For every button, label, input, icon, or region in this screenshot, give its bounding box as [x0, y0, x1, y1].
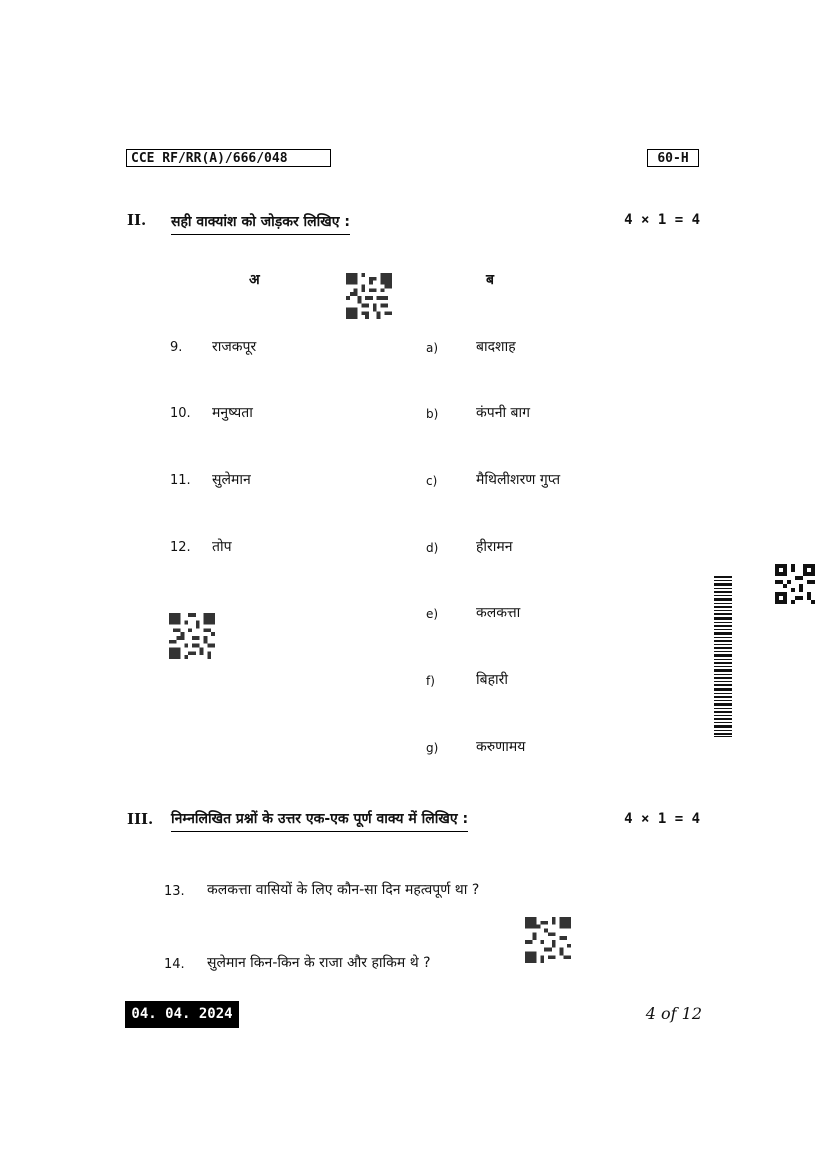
section-2-title: सही वाक्यांश को जोड़कर लिखिए :: [171, 212, 350, 235]
match-option-text: करुणामय: [476, 739, 526, 755]
match-item-text: तोप: [212, 539, 232, 555]
match-option-text: बिहारी: [476, 672, 509, 688]
question-text: सुलेमान किन-किन के राजा और हाकिम थे ?: [207, 955, 431, 971]
match-option-label: g): [426, 741, 439, 755]
match-option-text: बादशाह: [476, 339, 516, 355]
match-option-label: b): [426, 407, 439, 421]
barcode-icon: [714, 576, 732, 737]
match-option-label: d): [426, 541, 439, 555]
match-option-text: कंपनी बाग: [476, 405, 531, 421]
match-item-number: 10.: [170, 406, 191, 421]
match-option-label: c): [426, 474, 438, 488]
match-option-label: a): [426, 341, 439, 355]
qr-code-icon: [775, 564, 815, 604]
match-option-label: e): [426, 607, 439, 621]
question-number: 14.: [164, 957, 185, 972]
question-number: 13.: [164, 884, 185, 899]
match-item-text: मनुष्यता: [212, 405, 253, 421]
qr-code-icon: [169, 613, 215, 659]
section-3-number: III.: [127, 810, 154, 828]
match-option-text: कलकत्ता: [476, 605, 521, 621]
qr-code-icon: [346, 273, 392, 319]
column-a-heading: अ: [249, 272, 260, 288]
match-option-text: मैथिलीशरण गुप्त: [476, 472, 561, 488]
section-2-number: II.: [127, 211, 147, 229]
question-text: कलकत्ता वासियों के लिए कौन-सा दिन महत्वपूर्ण था ?: [207, 882, 480, 898]
page-number: 4 of 12: [645, 1004, 702, 1023]
exam-date: 04. 04. 2024: [125, 1001, 239, 1028]
match-item-text: सुलेमान: [212, 472, 251, 488]
match-item-number: 12.: [170, 540, 191, 555]
match-option-label: f): [426, 674, 435, 688]
match-option-text: हीरामन: [476, 539, 513, 555]
column-b-heading: ब: [486, 272, 494, 288]
section-3-title: निम्नलिखित प्रश्नों के उत्तर एक-एक पूर्ण वाक्य में लिखिए :: [171, 809, 468, 832]
match-item-number: 11.: [170, 473, 191, 488]
match-item-text: राजकपूर: [212, 339, 257, 355]
section-2-marks: 4 × 1 = 4: [624, 212, 700, 228]
qr-code-icon: [525, 917, 571, 963]
section-3-marks: 4 × 1 = 4: [624, 811, 700, 827]
paper-code: CCE RF/RR(A)/666/048: [126, 149, 331, 167]
match-item-number: 9.: [170, 340, 183, 355]
set-code: 60-H: [647, 149, 699, 167]
